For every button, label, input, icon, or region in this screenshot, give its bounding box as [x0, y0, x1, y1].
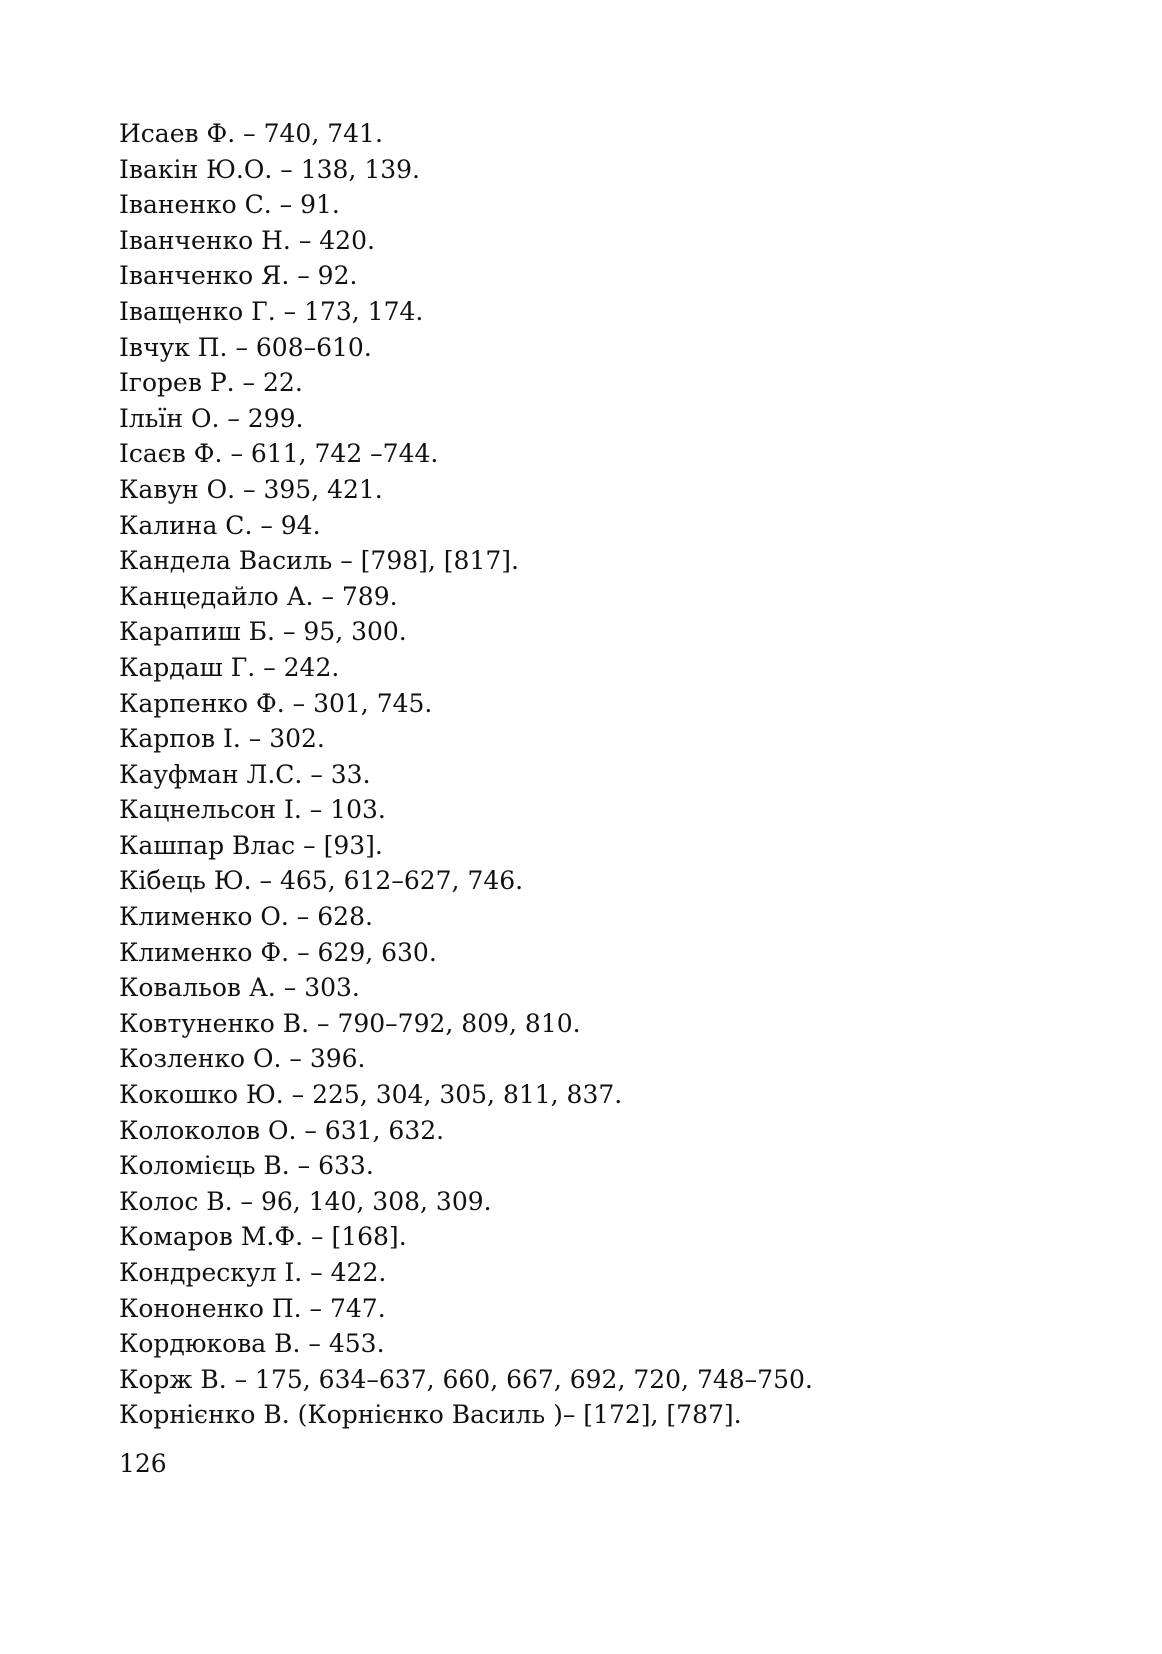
index-entry: Іваненко С. – 91.	[119, 190, 340, 220]
index-entry: Карапиш Б. – 95, 300.	[119, 617, 407, 647]
index-entry: Кашпар Влас – [93].	[119, 830, 383, 860]
index-entry: Корнієнко В. (Корнієнко Василь )– [172], [787].	[119, 1400, 742, 1430]
index-entry: Кононенко П. – 747.	[119, 1293, 386, 1323]
index-entry: Іванченко Н. – 420.	[119, 225, 375, 255]
index-entry: Іванченко Я. – 92.	[119, 261, 358, 291]
index-entry: Івчук П. – 608–610.	[119, 332, 372, 362]
index-entry: Козленко О. – 396.	[119, 1044, 366, 1074]
index-entry: Кацнельсон І. – 103.	[119, 795, 386, 825]
index-entry: Кібець Ю. – 465, 612–627, 746.	[119, 866, 524, 896]
index-entry: Ігорев Р. – 22.	[119, 368, 303, 398]
index-entry: Канцедайло А. – 789.	[119, 581, 398, 611]
index-entry: Колоколов О. – 631, 632.	[119, 1115, 445, 1145]
index-entry: Клименко Ф. – 629, 630.	[119, 937, 437, 967]
index-entry: Кардаш Г. – 242.	[119, 652, 340, 682]
index-entry: Кокошко Ю. – 225, 304, 305, 811, 837.	[119, 1080, 623, 1110]
index-entry: Ільїн О. – 299.	[119, 403, 304, 433]
name-index-list	[119, 116, 813, 1433]
index-entry: Кондрескул І. – 422.	[119, 1258, 387, 1287]
index-entry: Клименко О. – 628.	[119, 902, 373, 932]
index-entry: Кауфман Л.С. – 33.	[119, 759, 371, 789]
index-entry: Кавун О. – 395, 421.	[119, 474, 383, 504]
index-entry: Ковтуненко В. – 790–792, 809, 810.	[119, 1008, 581, 1038]
index-entry: Кордюкова В. – 453.	[119, 1329, 385, 1359]
index-entry: Кандела Василь – [798], [817].	[119, 546, 519, 576]
index-entry: Калина С. – 94.	[119, 510, 321, 540]
index-entry: Карпенко Ф. – 301, 745.	[119, 688, 433, 718]
index-entry: Коломієць В. – 633.	[119, 1151, 374, 1181]
index-entry: Івакін Ю.О. – 138, 139.	[119, 154, 420, 184]
index-entry: Колос В. – 96, 140, 308, 309.	[119, 1186, 492, 1216]
index-entry: Ковальов А. – 303.	[119, 973, 360, 1003]
index-entry: Комаров М.Ф. – [168].	[119, 1222, 407, 1252]
index-entry: Корж В. – 175, 634–637, 660, 667, 692, 720, 748–750.	[119, 1364, 813, 1394]
page-number: 126	[119, 1449, 167, 1478]
index-entry: Карпов І. – 302.	[119, 724, 325, 754]
index-entry: Іващенко Г. – 173, 174.	[119, 296, 424, 326]
index-entry: Исаев Ф. – 740, 741.	[119, 119, 383, 148]
index-entry: Ісаєв Ф. – 611, 742 –744.	[119, 439, 439, 469]
